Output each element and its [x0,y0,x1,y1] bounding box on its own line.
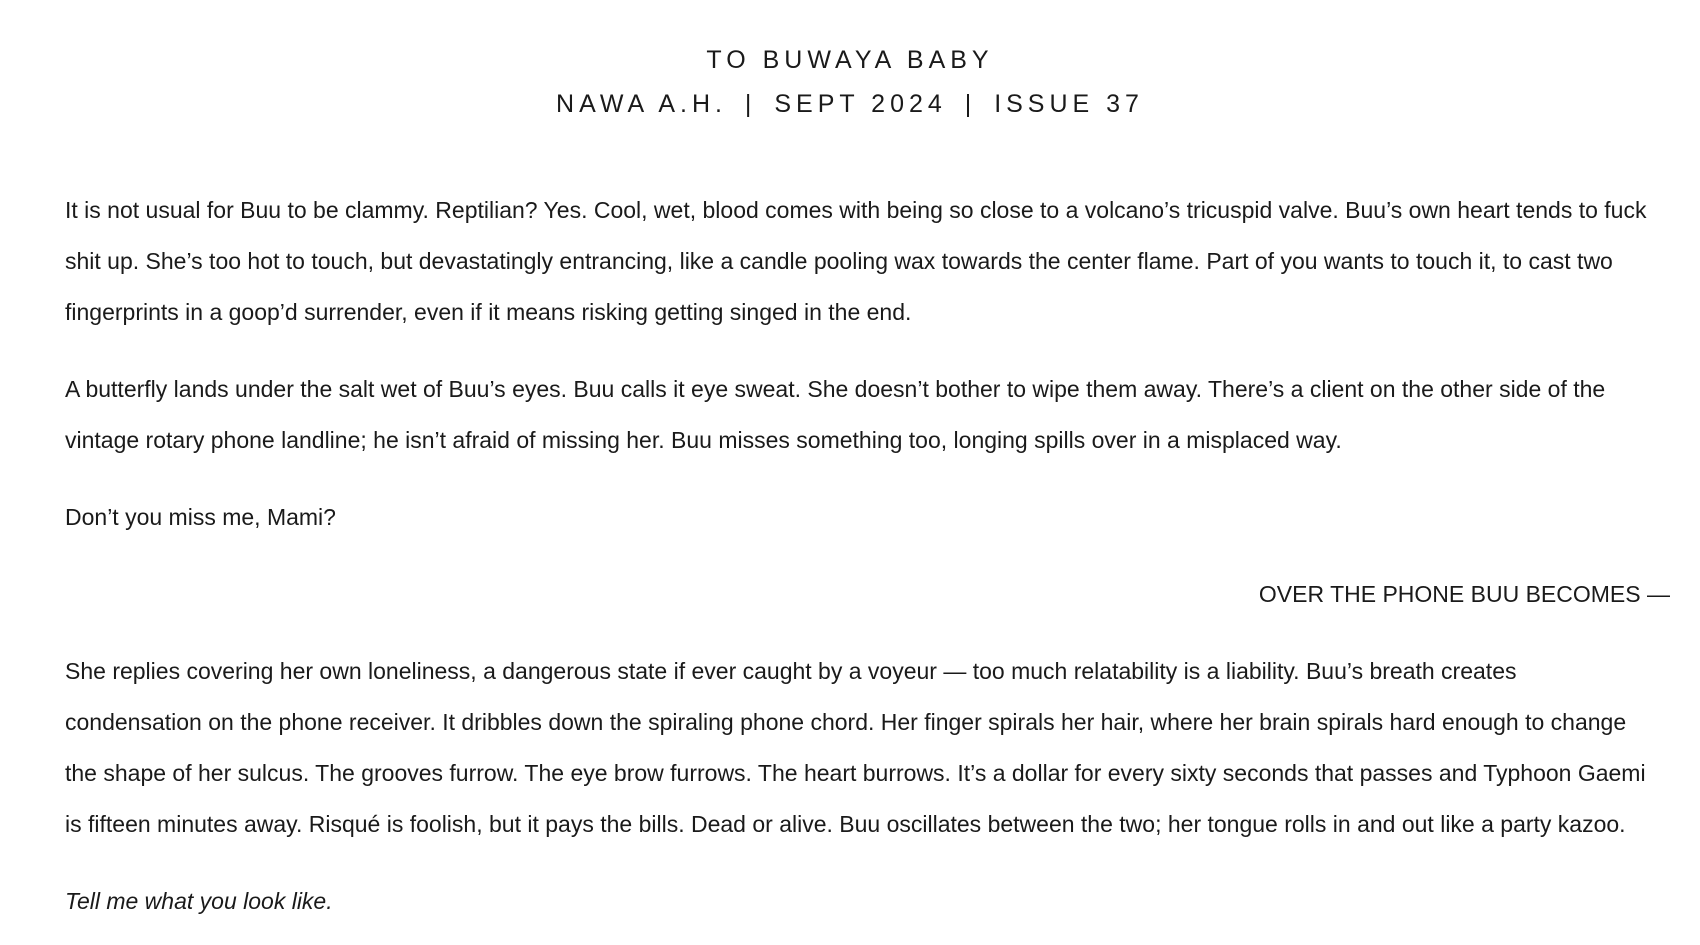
issue-number: ISSUE 37 [994,90,1144,118]
article-header [0,42,1700,122]
dialogue-line-2: Tell me what you look like. [65,888,333,914]
paragraph-3: She replies covering her own loneliness, a dangerous state if ever caught by a voyeur — too much relatability is a liability. Buu’s breath creates condensation on the phone receiver. It dribbles down the spiraling phone chord. Her finger spirals her hair, where her brain spirals hard enough to change the shape of her sulcus. The grooves furrow. The eye brow furrows. The heart burrows. It’s a dollar for every sixty seconds that passes and Typhoon Gaemi is fifteen minutes away. Risqué is foolish, but it pays the bills. Dead or alive. Buu oscillates between the two; her tongue rolls in and out like a party kazoo. [65,658,1646,837]
dialogue-line-1: Don’t you miss me, Mami? [65,504,336,530]
section-heading: OVER THE PHONE BUU BECOMES — [1258,581,1670,607]
paragraph-2: A butterfly lands under the salt wet of Buu’s eyes. Buu calls it eye sweat. She doesn’t bother to wipe them away. There’s a client on the other side of the vintage rotary phone landline; he isn’t afraid of missing her. Buu misses something too, longing spills over in a misplaced way. [65,376,1606,453]
article-title: TO BUWAYA BABY [706,46,994,74]
publish-date: SEPT 2024 [774,90,947,118]
author-name: NAWA A.H. [556,90,727,118]
byline-separator: | [964,90,977,118]
article-body [65,185,1670,945]
article-byline [0,86,1700,122]
byline-separator: | [744,90,757,118]
paragraph-1: It is not usual for Buu to be clammy. Reptilian? Yes. Cool, wet, blood comes with being so close to a volcano’s tricuspid valve. Buu’s own heart tends to fuck shit up. She’s too hot to touch, but devastatingly entrancing, like a candle pooling wax towards the center flame. Part of you wants to touch it, to cast two fingerprints in a goop’d surrender, even if it means risking getting singed in the end. [65,197,1647,325]
